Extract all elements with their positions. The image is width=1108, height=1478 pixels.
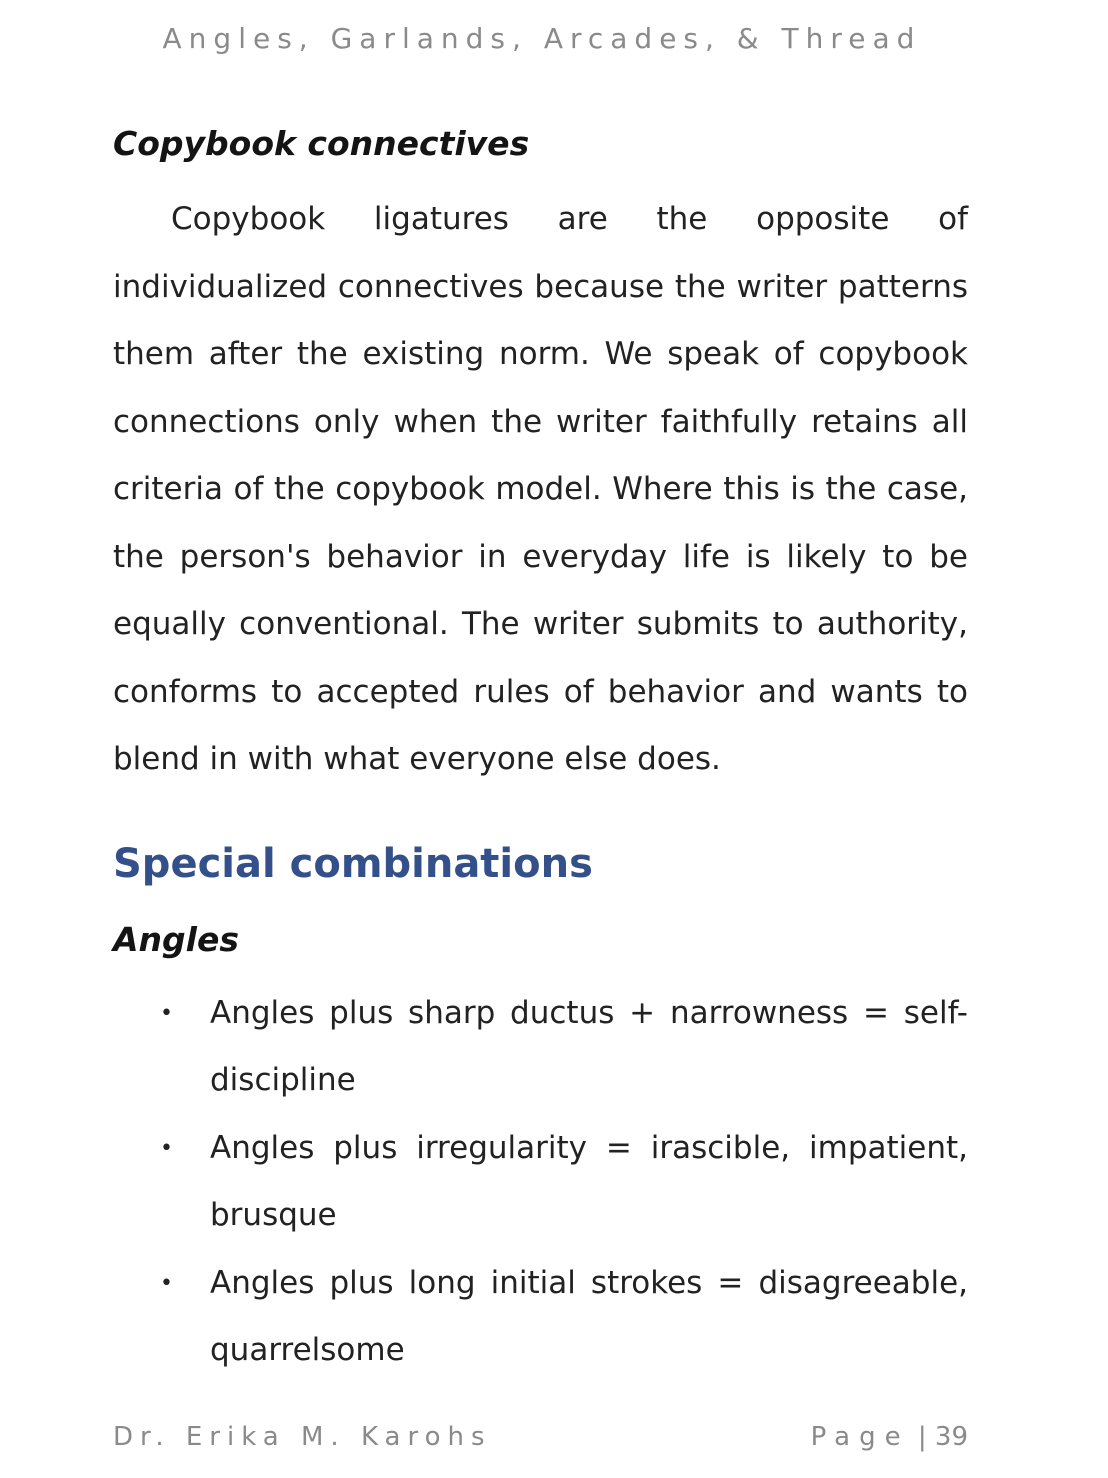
running-header-title: Angles, Garlands, Arcades, & Thread [162,22,922,55]
list-item [113,980,968,1115]
copybook-connectives-heading: Copybook connectives [113,124,530,163]
copybook-paragraph: Copybook ligatures are the opposite of individualized connectives because the writer patterns them after the existing norm. We speak of copybook connections only when the writer faithfully retains all criteria of the copybook model. Where this is the case, the person's behavior in everyday life is likely to be equally conventional. The writer submits to authority, conforms to accepted rules of behavior and wants to blend in with what everyone else does. [113,201,968,777]
bullet-icon: • [160,1000,173,1026]
list-item-text: Angles plus long initial strokes = disagreeable, quarrelsome [210,1264,968,1368]
list-item [113,1250,968,1385]
page-footer [113,1422,968,1462]
footer-page-number [811,1422,968,1452]
footer-author: Dr. Erika M. Karohs [113,1422,492,1452]
page-number: 39 [934,1422,968,1452]
list-item [113,1115,968,1250]
bullet-icon: • [160,1270,173,1296]
page-content [113,118,968,1385]
page-label: Page [810,1422,910,1452]
bullet-icon: • [160,1135,173,1161]
angles-bullet-list [113,980,968,1385]
angles-heading: Angles [113,919,239,959]
list-item-text: Angles plus sharp ductus + narrowness = self-discipline [210,994,968,1098]
list-item-text: Angles plus irregularity = irascible, impatient, brusque [210,1129,968,1233]
page-separator: | [917,1422,927,1452]
special-combinations-heading: Special combinations [113,840,593,887]
